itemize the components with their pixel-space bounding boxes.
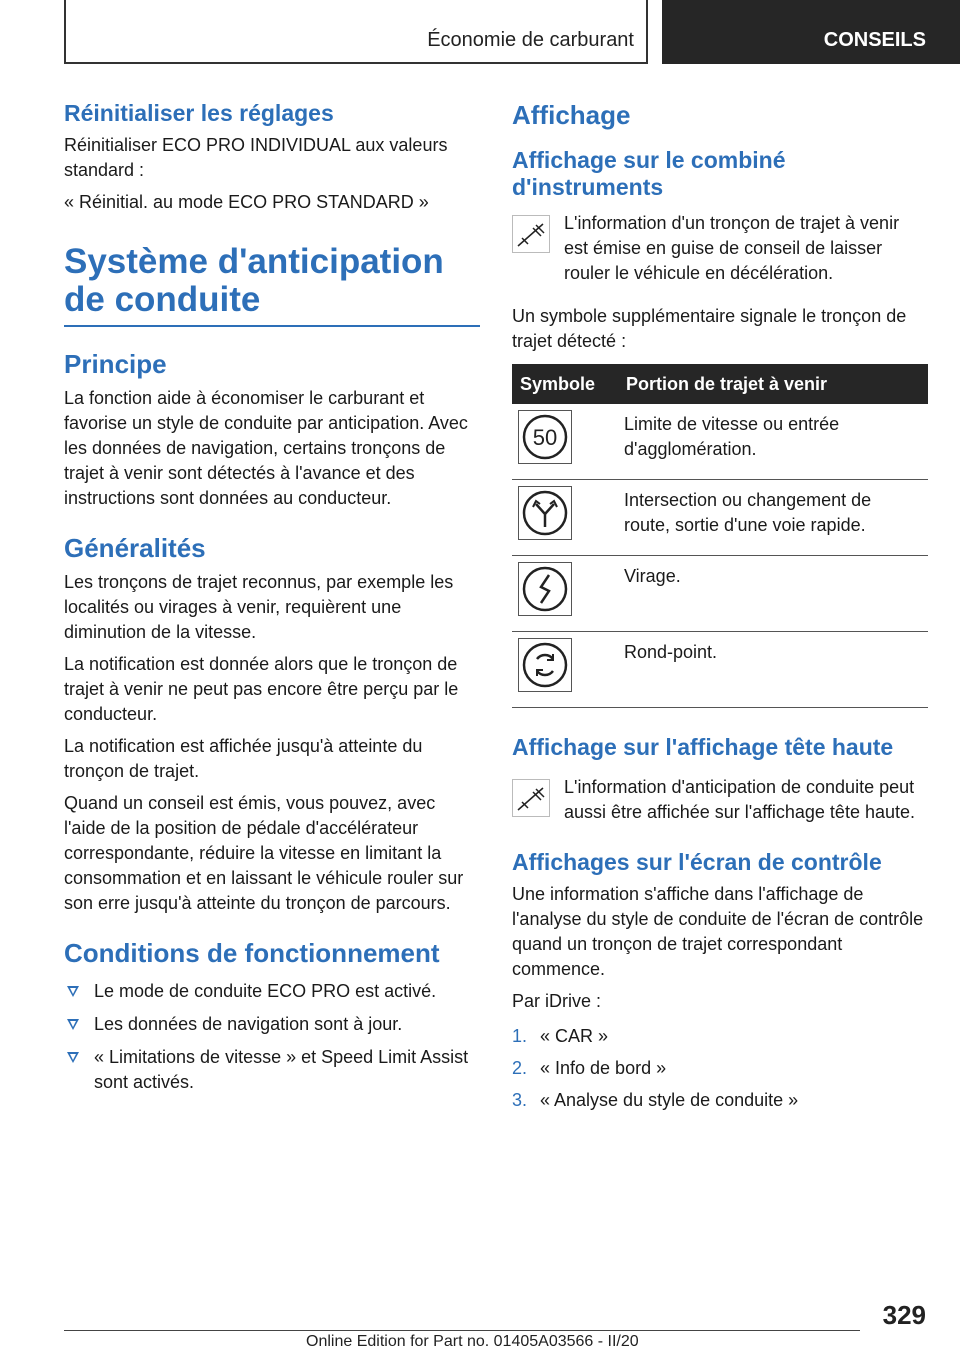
- hud-note-text: L'information d'anticipation de conduite peut aussi être affichée sur l'affichage tête haute.: [564, 777, 915, 822]
- column-header: Portion de trajet à venir: [618, 364, 928, 404]
- table-row: [512, 480, 928, 556]
- roundabout-icon: [518, 638, 572, 692]
- footer-divider: [64, 1330, 860, 1331]
- table-cell: Virage.: [618, 556, 928, 632]
- curve-icon: [518, 562, 572, 616]
- principle-heading: Principe: [64, 349, 167, 379]
- page-number: 329: [882, 1300, 926, 1330]
- chapter-tab: [64, 0, 648, 64]
- cluster-note-text: L'information d'un tronçon de trajet à venir est émise en guise de conseil de laisser rouler le véhicule en décélération.: [564, 213, 900, 283]
- triangle-bullet-icon: [67, 1052, 79, 1063]
- title-block: [64, 243, 480, 327]
- idrive-steps: [512, 1024, 928, 1113]
- display-heading: Affichage: [512, 100, 631, 130]
- idrive-label: Par iDrive :: [512, 991, 602, 1011]
- left-column: [64, 100, 480, 1103]
- hud-note: [512, 775, 928, 825]
- table-cell: Intersection ou changement de route, sortie d'une voie rapide.: [618, 480, 928, 556]
- general-paragraph-1: Les tronçons de trajet reconnus, par exemple les localités ou virages à venir, requièrent une diminution de la vitesse.: [64, 572, 454, 642]
- cluster-heading: Affichage sur le combiné d'instruments: [512, 147, 786, 200]
- reset-menu-path: « Réinitial. au mode ECO PRO STANDARD »: [64, 192, 429, 212]
- intersection-icon: [518, 486, 572, 540]
- table-row: [512, 632, 928, 708]
- list-item: 1. « CAR »: [512, 1026, 609, 1046]
- list-item: Le mode de conduite ECO PRO est activé.: [64, 979, 480, 1004]
- speed-limit-50-icon: [518, 410, 572, 464]
- table-row: [512, 556, 928, 632]
- general-heading: Généralités: [64, 533, 206, 563]
- general-paragraph-2: La notification est donnée alors que le tronçon de trajet à venir ne peut pas encore être perçu par le conducteur.: [64, 654, 459, 724]
- chapter-title: Économie de carburant: [427, 29, 634, 51]
- reset-paragraph: Réinitialiser ECO PRO INDIVIDUAL aux valeurs standard :: [64, 135, 448, 180]
- cluster-paragraph: Un symbole supplémentaire signale le tronçon de trajet détecté :: [512, 306, 907, 351]
- right-column: [512, 100, 928, 1120]
- list-item: Les données de navigation sont à jour.: [64, 1012, 480, 1037]
- symbol-table: [512, 364, 928, 708]
- control-heading: Affichages sur l'écran de contrôle: [512, 849, 882, 875]
- reset-heading: Réinitialiser les réglages: [64, 100, 334, 126]
- hud-heading: Affichage sur l'affichage tête haute: [512, 734, 894, 760]
- general-paragraph-4: Quand un conseil est émis, vous pouvez, avec l'aide de la position de pédale d'accélérateur correspondante, réduire la vitesse en limitant la consommation et en laissant le véhicule rouler sur son erre jusqu'à atteinte du tronçon de parcours.: [64, 793, 464, 913]
- control-paragraph: Une information s'affiche dans l'affichage de l'analyse du style de conduite de l'écran de contrôle quand un tronçon de trajet correspondant commence.: [512, 884, 924, 979]
- triangle-bullet-icon: [67, 1019, 79, 1030]
- table-row: [512, 404, 928, 480]
- list-item: 2. « Info de bord »: [512, 1058, 667, 1078]
- triangle-bullet-icon: [67, 986, 79, 997]
- section-title: CONSEILS: [823, 29, 926, 51]
- page-header: [0, 0, 960, 66]
- section-tab: [662, 0, 960, 64]
- column-header: Symbole: [512, 364, 618, 404]
- list-item: « Limitations de vitesse » et Speed Limit Assist sont activés.: [64, 1045, 480, 1095]
- table-cell: Limite de vitesse ou entrée d'agglomération.: [618, 404, 928, 480]
- edition-text: Online Edition for Part no. 01405A03566 - II/20: [306, 1333, 639, 1350]
- cluster-note: [512, 211, 928, 286]
- principle-paragraph: La fonction aide à économiser le carburant et favorise un style de conduite par anticipation. Avec les données de navigation, certains tronçons de trajet à venir sont détectés à l'avance et des instructions sont données au conducteur.: [64, 388, 468, 508]
- svg-text:50: 50: [532, 425, 558, 450]
- list-item: 3. « Analyse du style de conduite »: [512, 1090, 799, 1110]
- page-title: Système d'anticipation de conduite: [64, 242, 444, 319]
- conditions-list: [64, 979, 480, 1095]
- conditions-heading: Conditions de fonctionnement: [64, 938, 440, 968]
- note-icon: [512, 779, 550, 817]
- table-cell: Rond-point.: [618, 632, 928, 708]
- table-header-row: [512, 364, 928, 404]
- general-paragraph-3: La notification est affichée jusqu'à atteinte du tronçon de trajet.: [64, 736, 423, 781]
- note-icon: [512, 215, 550, 253]
